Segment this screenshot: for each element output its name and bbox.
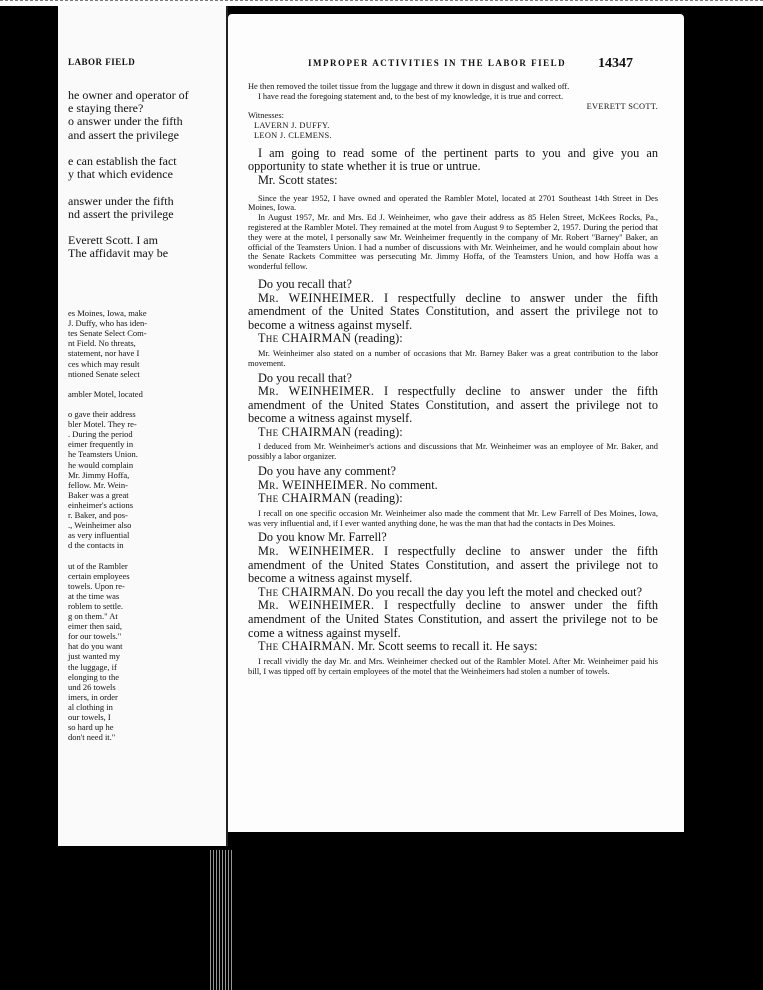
signature: EVERETT SCOTT.	[586, 101, 658, 111]
left-page-line: towels. Upon re-	[68, 580, 125, 591]
left-page-line: o answer under the fifth	[68, 114, 183, 129]
speaker-chairman: The CHAIRMAN.	[258, 639, 355, 654]
left-page-line: ntioned Senate select	[68, 368, 140, 379]
left-page-line: our towels, I	[68, 712, 111, 722]
paragraph-p9: I recall on one specific occasion Mr. Weinheimer also made the comment that Mr. Lew Farrell of Des Moines, Iowa, was very influential and, if I ever wanted anything done, he was the man that had the contacts in Des Moines.	[248, 508, 658, 528]
speaker-chairman: The CHAIRMAN	[258, 491, 352, 506]
left-page-line: y that which evidence	[68, 167, 173, 182]
question-2: Do you recall that?	[258, 370, 352, 385]
left-page-line: J. Duffy, who has iden-	[68, 318, 148, 329]
left-page-header	[68, 54, 228, 69]
running-title: IMPROPER ACTIVITIES IN THE LABOR FIELD	[308, 58, 567, 68]
no-comment-text: No comment.	[370, 477, 438, 492]
left-page-line: just wanted my	[68, 651, 120, 662]
left-page-line: e can establish the fact	[68, 154, 177, 168]
paragraph-p4: Mr. Scott states:	[258, 172, 338, 187]
reading-text: (reading):	[354, 331, 403, 346]
paragraph-p10: I recall vividly the day Mr. and Mrs. Weinheimer checked out of the Rambler Motel. After Mr. Weinheimer paid his bill, I was tipped off by certain employees of the motel that the Weinheimers had stolen a number of towels.	[248, 656, 658, 676]
speaker-weinheimer: Mr. WEINHEIMER.	[258, 544, 375, 559]
left-page-line: certain employees	[68, 570, 130, 581]
paragraph-p3: I am going to read some of the pertinent parts to you and give you an opportunity to state whether it is true or untrue.	[248, 145, 658, 174]
witness-1: LAVERN J. DUFFY.	[254, 121, 330, 131]
left-page-line: roblem to settle.	[68, 600, 124, 611]
reading-text: (reading):	[354, 424, 403, 439]
left-page-line: the luggage, if	[68, 661, 117, 672]
answer-5	[248, 599, 658, 640]
chairman-reading-1	[248, 332, 658, 346]
left-page-line: imers, in order	[68, 691, 118, 702]
paragraph-p8: I deduced from Mr. Weinheimer's actions and discussions that Mr. Weinheimer was an employee of Mr. Baker, and possibly a labor organizer.	[248, 442, 658, 462]
left-page-line: tes Senate Select Com-	[68, 328, 147, 339]
reading-text: (reading):	[354, 491, 403, 506]
answer-2	[248, 385, 658, 426]
left-page-line: e staying there?	[68, 101, 144, 116]
left-page	[58, 6, 228, 846]
left-page-line: statement, nor have I	[68, 348, 140, 359]
answer-text: I respectfully decline to answer under the fifth amendment of the United States Constitution, and assert the privilege not to become a witness against myself.	[248, 290, 658, 332]
left-page-line: o gave their address	[68, 409, 136, 419]
answer-3	[248, 479, 658, 493]
paragraph-p7: Mr. Weinheimer also stated on a number of occasions that Mr. Barney Baker was a great contribution to the labor movement.	[248, 348, 658, 368]
chairman-says	[248, 640, 658, 654]
paragraph-p1: He then removed the toilet tissue from the luggage and threw it down in disgust and walked off.	[248, 82, 570, 91]
answer-text: I respectfully decline to answer under the fifth amendment of the United States Constitution, and assert the privilege not to be come a witness against myself.	[248, 598, 658, 640]
left-page-line: don't need it."	[68, 732, 116, 743]
left-page-line: bler Motel. They re-	[68, 419, 137, 430]
chairman-reading-2	[248, 426, 658, 440]
speaker-weinheimer: Mr. WEINHEIMER.	[258, 477, 368, 492]
paragraph-p6: In August 1957, Mr. and Mrs. Ed J. Weinheimer, who gave their address as 85 Helen Street, McKees Rocks, Pa., registered at the Rambler Motel. They remained at the motel from August 9 to September 2, 1957. During the period that they were at the motel, I personally saw Mr. Weinheimer frequently in the company of Mr. Robert "Barney" Baker, an official of the Teamsters Union. I had a number of discussions with Mr. Weinheimer, and he would complain about how the Senate Rackets Committee was persecuting Mr. Jimmy Hoffa, of the Teamsters Union, and how Hoffa was a wonderful fellow.	[248, 213, 658, 272]
left-page-line: Mr. Jimmy Hoffa,	[68, 469, 130, 480]
page-body	[248, 82, 658, 676]
left-page-line: d the contacts in	[68, 540, 124, 551]
answer-text: I respectfully decline to answer under the fifth amendment of the United States Constitution, and assert the privilege not to become a witness against myself.	[248, 384, 658, 426]
left-page-line: eimer then said,	[68, 621, 123, 632]
left-page-line: he owner and operator of	[68, 88, 189, 102]
speaker-weinheimer: Mr. WEINHEIMER.	[258, 290, 375, 305]
left-page-line: nd assert the privilege	[68, 206, 174, 221]
left-page-line: Baker was a great	[68, 489, 129, 500]
left-page-line: as very influential	[68, 530, 130, 541]
speaker-chairman: The CHAIRMAN	[258, 424, 352, 439]
page-number: 14347	[598, 56, 633, 71]
left-page-line: he would complain	[68, 459, 134, 470]
left-page-line: es Moines, Iowa, make	[68, 308, 147, 318]
left-page-line: he Teamsters Union.	[68, 449, 138, 460]
left-page-line: ut of the Rambler	[68, 560, 128, 571]
book-gutter	[210, 850, 232, 990]
left-page-line: at the time was	[68, 590, 120, 601]
paragraph-p5: Since the year 1952, I have owned and operated the Rambler Motel, located at 2701 Southeast 14th Street in Des Moines, Iowa.	[248, 193, 658, 213]
left-page-line: nt Field. No threats,	[68, 338, 136, 349]
left-page-line: elonging to the	[68, 671, 119, 682]
left-page-line: al clothing in	[68, 701, 113, 712]
speaker-weinheimer: Mr. WEINHEIMER.	[258, 598, 375, 613]
left-page-line: ., Weinheimer also	[68, 520, 132, 531]
left-page-line: . During the period	[68, 429, 133, 440]
left-page-line: answer under the fifth	[68, 193, 174, 208]
right-page	[228, 14, 684, 832]
left-page-line: Everett Scott. I am	[68, 233, 158, 248]
speaker-chairman: The CHAIRMAN	[258, 331, 352, 346]
witnesses-label: Witnesses:	[248, 111, 284, 121]
question-1: Do you recall that?	[258, 276, 352, 291]
left-page-line: and assert the privilege	[68, 127, 179, 142]
left-page-line: ambler Motel, located	[68, 388, 143, 399]
running-header	[228, 56, 684, 72]
left-header-text: LABOR FIELD	[68, 57, 136, 67]
left-page-line: einheimer's actions	[68, 499, 134, 510]
left-page-line: und 26 towels	[68, 681, 116, 692]
chairman-says-text: Mr. Scott seems to recall it. He says:	[357, 639, 538, 654]
question-5-text: Do you recall the day you left the motel and checked out?	[357, 584, 643, 599]
left-page-line: r. Baker, and pos-	[68, 510, 128, 520]
answer-4	[248, 545, 658, 586]
paragraph-p2: I have read the foregoing statement and, to the best of my knowledge, it is true and correct.	[258, 91, 564, 101]
left-page-line: The affidavit may be	[68, 246, 169, 261]
left-page-line: ces which may result	[68, 358, 140, 369]
speaker-weinheimer: Mr. WEINHEIMER.	[258, 384, 375, 399]
chairman-reading-3	[248, 492, 658, 506]
question-4: Do you know Mr. Farrell?	[258, 530, 387, 545]
left-page-line: so hard up he	[68, 722, 114, 733]
left-page-line: fellow. Mr. Wein-	[68, 479, 128, 490]
left-page-line: eimer frequently in	[68, 439, 134, 450]
left-page-line: hat do you want	[68, 641, 123, 652]
answer-text: I respectfully decline to answer under the fifth amendment of the United States Constitution, and assert the privilege not to become a witness against myself.	[248, 544, 658, 586]
witness-2: LEON J. CLEMENS.	[254, 130, 332, 140]
speaker-chairman: The CHAIRMAN.	[258, 584, 355, 599]
question-3: Do you have any comment?	[258, 464, 396, 479]
left-page-line: g on them." At	[68, 611, 118, 621]
answer-1	[248, 292, 658, 333]
left-page-line: for our towels."	[68, 631, 122, 642]
chairman-question-5	[248, 586, 658, 600]
